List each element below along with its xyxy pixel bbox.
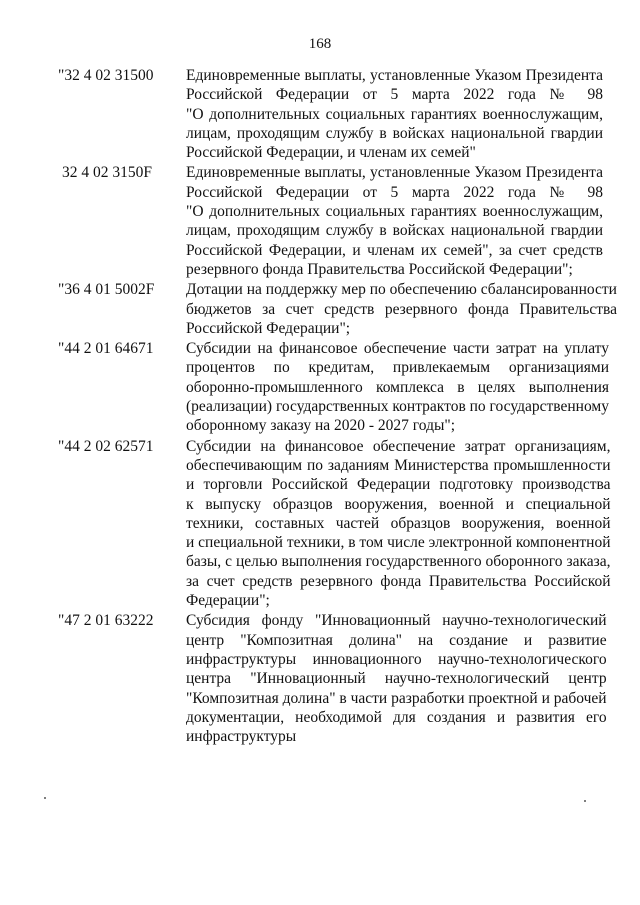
description-line: Единовременные выплаты, установленные Указом Президента: [186, 67, 603, 84]
description-line: "О дополнительных социальных гарантиях военнослужащим,: [186, 203, 603, 221]
description-line: Единовременные выплаты, установленные Указом Президента: [186, 164, 603, 182]
entry-description: [186, 66, 603, 162]
description-line: к выпуску образцов вооружения, военной и специальной: [186, 495, 611, 513]
description-line: бюджетов за счет средств резервного фонда Правительства: [186, 300, 617, 318]
entry-description: [186, 280, 617, 338]
description-line: Субсидия фонду "Инновационный научно-технологический: [186, 612, 607, 630]
list-item: [58, 66, 603, 162]
description-line: и специальной техники, в том числе электронной компонентной: [186, 534, 611, 552]
entry-description: [186, 437, 611, 611]
description-line: Российской Федерации от 5 марта 2022 года № 98: [186, 86, 603, 104]
description-line: Российской Федерации от 5 марта 2022 года № 98: [186, 183, 603, 201]
description-line: Субсидии на финансовое обеспечение части затрат на уплату: [186, 340, 609, 358]
description-line: лицам, проходящим службу в войсках национальной гвардии: [186, 124, 603, 142]
description-line: инфраструктуры инновационного научно-технологического: [186, 650, 607, 668]
list-item: [58, 437, 611, 611]
description-line: документации, необходимой для создания и развития его: [186, 708, 607, 726]
description-line: Субсидии на финансовое обеспечение затрат организациям,: [186, 437, 611, 455]
entry-code: "32 4 02 31500: [58, 67, 154, 84]
description-line: лицам, проходящим службу в войсках национальной гвардии: [186, 222, 603, 240]
description-line: и торговли Российской Федерации подготовку производства: [186, 476, 611, 494]
list-item: [58, 163, 603, 279]
description-line: базы, с целью выполнения государственного оборонного заказа,: [186, 553, 611, 571]
entry-code: 32 4 02 3150F: [62, 164, 152, 182]
description-line: процентов по кредитам, привлекаемым организациями: [186, 359, 609, 377]
list-item: [58, 280, 617, 338]
scan-speck: [44, 797, 46, 799]
description-line: резервного фонда Правительства Российской Федерации";: [186, 260, 573, 278]
description-line: обеспечивающим по заданиям Министерства промышленности: [186, 456, 611, 474]
description-line: "Композитная долина" в части разработки проектной и рабочей: [186, 689, 607, 707]
description-line: Дотации на поддержку мер по обеспечению сбалансированности: [186, 281, 617, 299]
description-line: (реализации) государственных контрактов по государственному: [186, 398, 609, 416]
description-line: Российской Федерации";: [186, 319, 351, 337]
entry-code: "47 2 01 63222: [58, 612, 154, 630]
description-line: за счет средств резервного фонда Правительства Российской: [186, 572, 611, 590]
entry-description: [186, 339, 609, 435]
description-line: Российской Федерации, и членам их семей", за счет средств: [186, 241, 603, 259]
description-line: центр "Композитная долина" на создание и развитие: [186, 631, 607, 649]
description-line: техники, составных частей образцов вооружения, военной: [186, 514, 611, 532]
description-line: оборонному заказу на 2020 - 2027 годы";: [186, 417, 456, 435]
description-line: "О дополнительных социальных гарантиях военнослужащим,: [186, 105, 603, 123]
description-line: оборонно-промышленного комплекса в целях выполнения: [186, 378, 609, 396]
entry-description: [186, 163, 603, 279]
budget-classification-list: [58, 66, 617, 746]
description-line: инфраструктуры: [186, 728, 297, 746]
description-line: Федерации";: [186, 592, 270, 610]
description-line: Российской Федерации, и членам их семей": [186, 144, 476, 162]
entry-code: "44 2 02 62571: [58, 437, 154, 455]
scan-speck: [584, 800, 586, 802]
page-number: 168: [308, 36, 332, 52]
description-line: центра "Инновационный научно-технологический центр: [186, 670, 607, 688]
entry-description: [186, 611, 607, 746]
list-item: [58, 611, 607, 746]
list-item: [58, 339, 609, 435]
entry-code: "44 2 01 64671: [58, 340, 154, 358]
entry-code: "36 4 01 5002F: [58, 281, 155, 299]
